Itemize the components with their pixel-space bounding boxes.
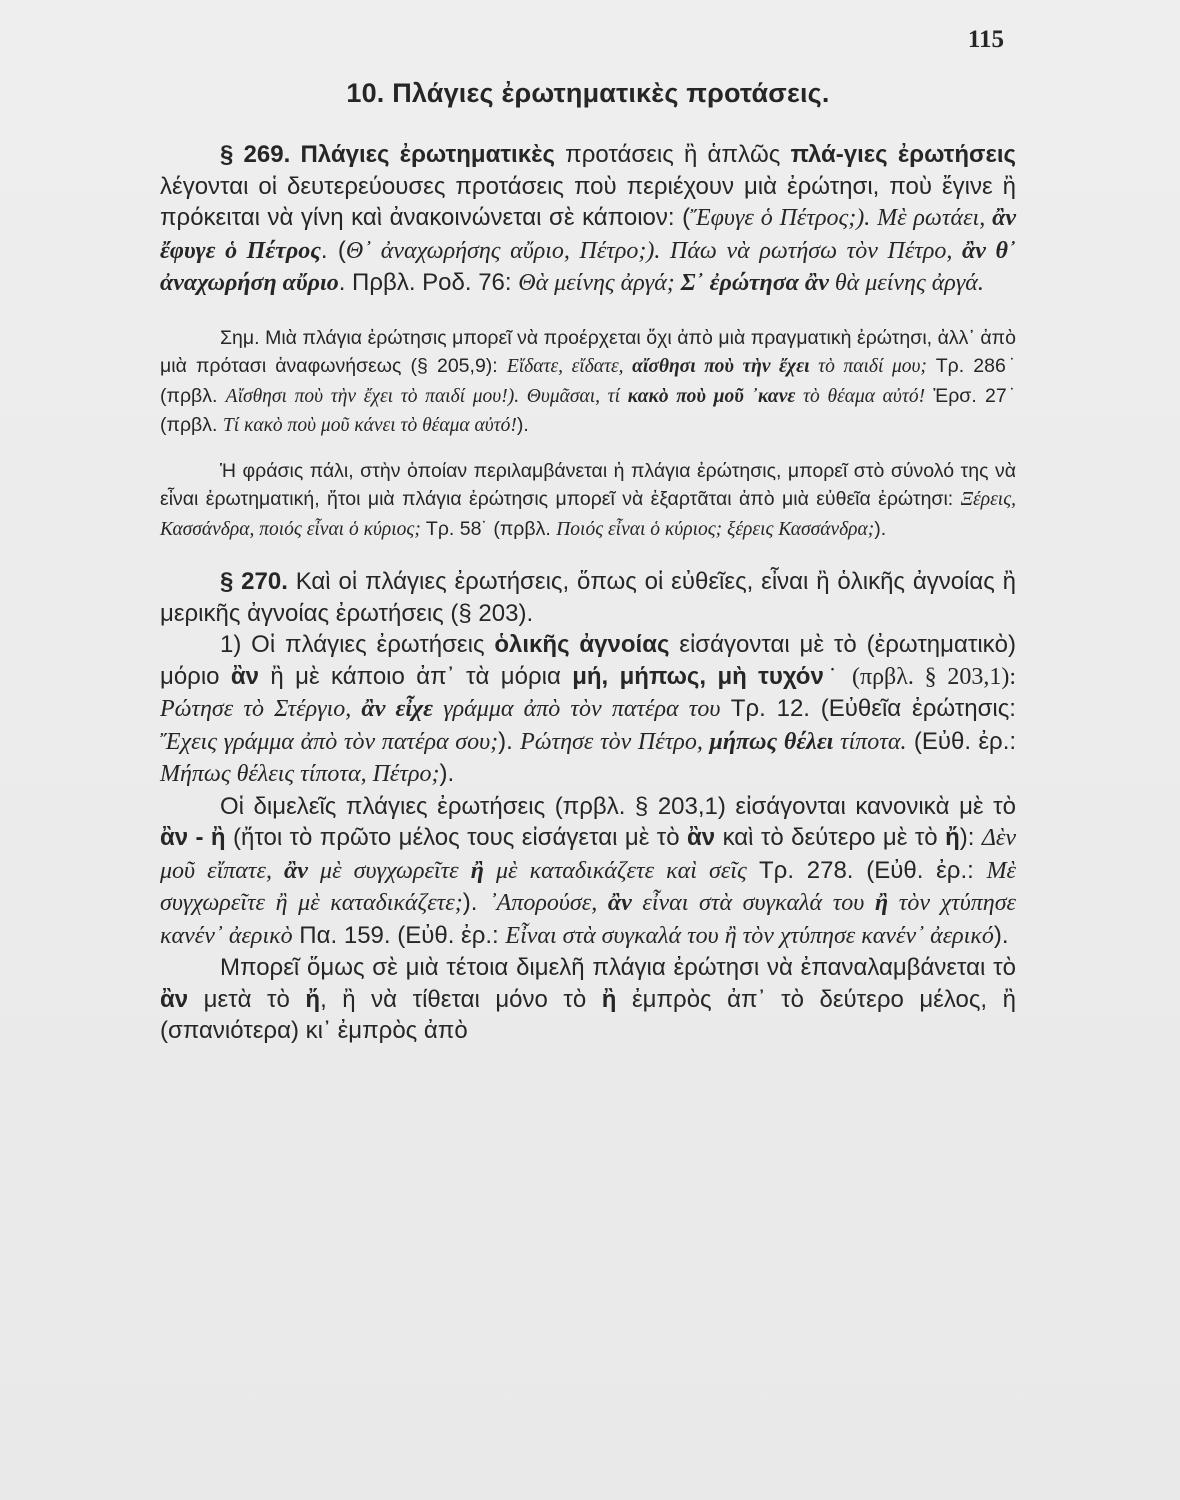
text: , ἢ νὰ τίθεται μόνο τὸ <box>320 985 602 1013</box>
example-emphasis: ἂν <box>607 890 632 916</box>
paragraph-number: § 269. <box>220 141 291 168</box>
example: Αἴσθησι ποὺ τὴν ἔχει τὸ παιδί μου!). Θυμᾶσαι, τί <box>225 385 628 407</box>
paragraph-two-member-questions <box>160 791 1016 953</box>
text: 1) Οἱ πλάγιες ἐρωτήσεις <box>220 631 495 658</box>
section-title: 10. Πλάγιες ἐρωτηματικὲς προτάσεις. <box>346 78 830 108</box>
example: Ἔχεις γράμμα ἀπὸ τὸν πατέρα σου; <box>160 728 499 755</box>
example: Μήπως θέλεις τίποτα, Πέτρο; <box>160 761 440 787</box>
example: τὸν χτύπησε κανέν᾽ ἀερικὸ <box>160 890 1016 949</box>
page-number: 115 <box>967 26 1004 53</box>
text: ). <box>516 414 529 436</box>
example: τίποτα. <box>833 728 907 755</box>
example: εἶναι στὰ συγκαλά του <box>631 890 875 916</box>
text: (ἤτοι τὸ πρῶτο μέλος τους εἰσάγεται μὲ τὸ <box>225 824 688 851</box>
text: ). <box>874 517 887 540</box>
example: Εἶναι στὰ συγκαλά του ἢ τὸν χτύπησε κανέν᾽ ἀερικό <box>505 922 994 949</box>
example: Ρώτησε τὸν Πέτρο, <box>520 728 710 755</box>
example-emphasis: ἢ <box>470 857 484 884</box>
example: Ρώτησε τὸ Στέργιο, <box>160 696 362 722</box>
text: Τρ. 12. (Εὐθεῖα ἐρώτησις: <box>720 695 1016 722</box>
example: τὸ θέαμα αὐτό! <box>795 385 926 407</box>
term: ἂν - ἢ <box>160 824 226 851</box>
text: προτάσεις ἢ ἁπλῶς <box>554 141 791 168</box>
example: Εἴδατε, εἴδατε, <box>506 356 633 377</box>
text: Μιὰ πλάγια ἐρώτησις μπορεῖ νὰ προέρχεται ὄχι ἀπὸ μιὰ πραγματικὴ ἐρώτησι, ἀλλ᾽ ἀπὸ μιὰ πρότασι ἀναφωνήσεως (§ 205,9): <box>160 326 1016 377</box>
term: ἤ <box>945 824 960 851</box>
example-emphasis: μήπως θέλει <box>709 728 834 755</box>
text: ἐμπρὸς ἀπ᾽ τὸ δεύτερο μέλος, ἢ (σπανιότερα) κι᾽ ἐμπρὸς ἀπὸ <box>160 985 1016 1044</box>
example: Ἔφυγε ὁ Πέτρος;). Μὲ ρωτάει, <box>690 205 993 231</box>
example-emphasis: ἂν εἶχε <box>361 696 434 722</box>
term: ἂν <box>687 824 716 851</box>
text: ). <box>462 889 489 916</box>
example-emphasis: ἂν <box>284 857 308 884</box>
text: Τρ. 286˙ (πρβλ. <box>160 355 1017 407</box>
paragraph-270-1 <box>160 629 1016 791</box>
example: Ποιός εἶναι ὁ κύριος; ξέρεις Κασσάνδρα; <box>556 518 875 540</box>
example: γράμμα ἀπὸ τὸν πατέρα του <box>433 696 721 722</box>
note-paragraph-continued <box>160 457 1016 545</box>
example-emphasis: Σ᾽ ἐρώτησα ἂν <box>680 270 829 296</box>
term: ὁλικῆς ἀγνοίας <box>494 631 670 658</box>
text: Οἱ διμελεῖς πλάγιες ἐρωτήσεις (πρβλ. § 203,1) εἰσάγονται κανονικὰ μὲ τὸ <box>220 792 1016 820</box>
page-content <box>160 78 1016 1047</box>
term: μή, μήπως, μὴ τυχόν <box>572 662 824 690</box>
text: (Εὐθ. ἐρ.: <box>906 727 1017 755</box>
example-emphasis: ἢ <box>874 890 889 916</box>
example: Μὲ συγχωρεῖτε ἢ μὲ καταδικάζετε; <box>160 857 1017 916</box>
text: ): <box>959 824 982 851</box>
text: μετὰ τὸ <box>188 985 306 1013</box>
term: ἂν <box>160 985 189 1013</box>
text: ˙ (πρβλ. § 203,1): <box>823 663 1016 690</box>
example-emphasis: ἂν θ᾽ ἀναχωρήση αὔριο <box>160 237 1016 296</box>
text: καὶ τὸ δεύτερο μὲ τὸ <box>715 824 946 851</box>
example-emphasis: αἴσθησι ποὺ τὴν ἔχει <box>632 356 810 377</box>
text: Τρ. 278. (Εὐθ. ἐρ.: <box>746 856 987 884</box>
text: Πα. 159. (Εὐθ. ἐρ.: <box>292 921 506 949</box>
text: Τρ. 58˙ (πρβλ. <box>420 517 557 540</box>
example-emphasis: κακὸ ποὺ μοῦ ᾽κανε <box>627 385 796 407</box>
example: θὰ μείνης ἀργά. <box>828 270 984 296</box>
example: Ξέρεις, Κασσάνδρα, ποιός εἶναι ὁ κύριος; <box>160 489 1016 540</box>
paragraph-269 <box>160 139 1016 300</box>
text: ). <box>439 760 455 787</box>
text: ). <box>498 727 521 755</box>
note-label: Σημ. <box>220 326 260 349</box>
text: . ( <box>320 236 346 264</box>
note-paragraph <box>160 324 1016 441</box>
text: . Πρβλ. Ροδ. 76: <box>338 269 519 296</box>
example: Θὰ μείνης ἀργά; <box>518 270 681 296</box>
paragraph-number: § 270. <box>220 568 288 595</box>
text: Ἐρσ. 27˙ (πρβλ. <box>160 384 1016 436</box>
example: μὲ καταδικάζετε καὶ σεῖς <box>483 857 747 884</box>
example-emphasis: ἂν ἔφυγε ὁ Πέτρος <box>160 205 1016 264</box>
paragraph-270 <box>160 566 1016 629</box>
text: εἰσάγονται μὲ τὸ (ἐρωτηματικὸ) μόριο <box>160 631 1016 690</box>
term: ἢ <box>601 985 617 1013</box>
example: ᾽Απορούσε, <box>488 890 608 916</box>
text: ἢ μὲ κάποιο ἀπ᾽ τὰ μόρια <box>259 662 573 690</box>
term: ἤ <box>305 985 321 1013</box>
text: Καὶ οἱ πλάγιες ἐρωτήσεις, ὅπως οἱ εὐθεῖες, εἶναι ἢ ὁλικῆς ἀγνοίας ἢ μερικῆς ἀγνοίας ἐρωτήσεις (§ 203). <box>160 568 1016 627</box>
paragraph-final <box>160 952 1016 1047</box>
text: Ἡ φράσις πάλι, στὴν ὁποίαν περιλαμβάνεται ἡ πλάγια ἐρώτησις, μπορεῖ στὸ σύνολό της νὰ εἶναι ἐρωτηματική, ἤτοι μιὰ πλάγια ἐρώτησις μπορεῖ νὰ ἐξαρτᾶται ἀπὸ μιὰ εὐθεῖα ἐρώτησι: <box>160 459 1016 510</box>
example: Θ᾽ ἀναχωρήσης αὔριο, Πέτρο;). Πάω νὰ ρωτήσω τὸν Πέτρο, <box>345 237 963 264</box>
term: πλά-γιες ἐρωτήσεις <box>790 141 1017 168</box>
text: ). <box>993 921 1009 949</box>
text: λέγονται οἱ δευτερεύουσες προτάσεις ποὺ περιέχουν μιὰ ἐρώτησι, ποὺ ἔγινε ἢ πρόκειται νὰ γίνη καὶ ἀνακοινώνεται σὲ κάποιον: ( <box>160 172 1016 231</box>
text: Μπορεῖ ὅμως σὲ μιὰ τέτοια διμελῆ πλάγια ἐρώτησι νὰ ἐπαναλαμβάνεται τὸ <box>220 954 1016 981</box>
example: Δὲν μοῦ εἴπατε, <box>160 825 1017 884</box>
term: ἂν <box>230 662 259 690</box>
example: μὲ συγχωρεῖτε <box>307 857 471 884</box>
example: τὸ παιδί μου; <box>809 356 927 377</box>
example: Τί κακὸ ποὺ μοῦ κάνει τὸ θέαμα αὐτό! <box>222 415 517 436</box>
term: Πλάγιες ἐρωτηματικὲς <box>300 141 555 168</box>
